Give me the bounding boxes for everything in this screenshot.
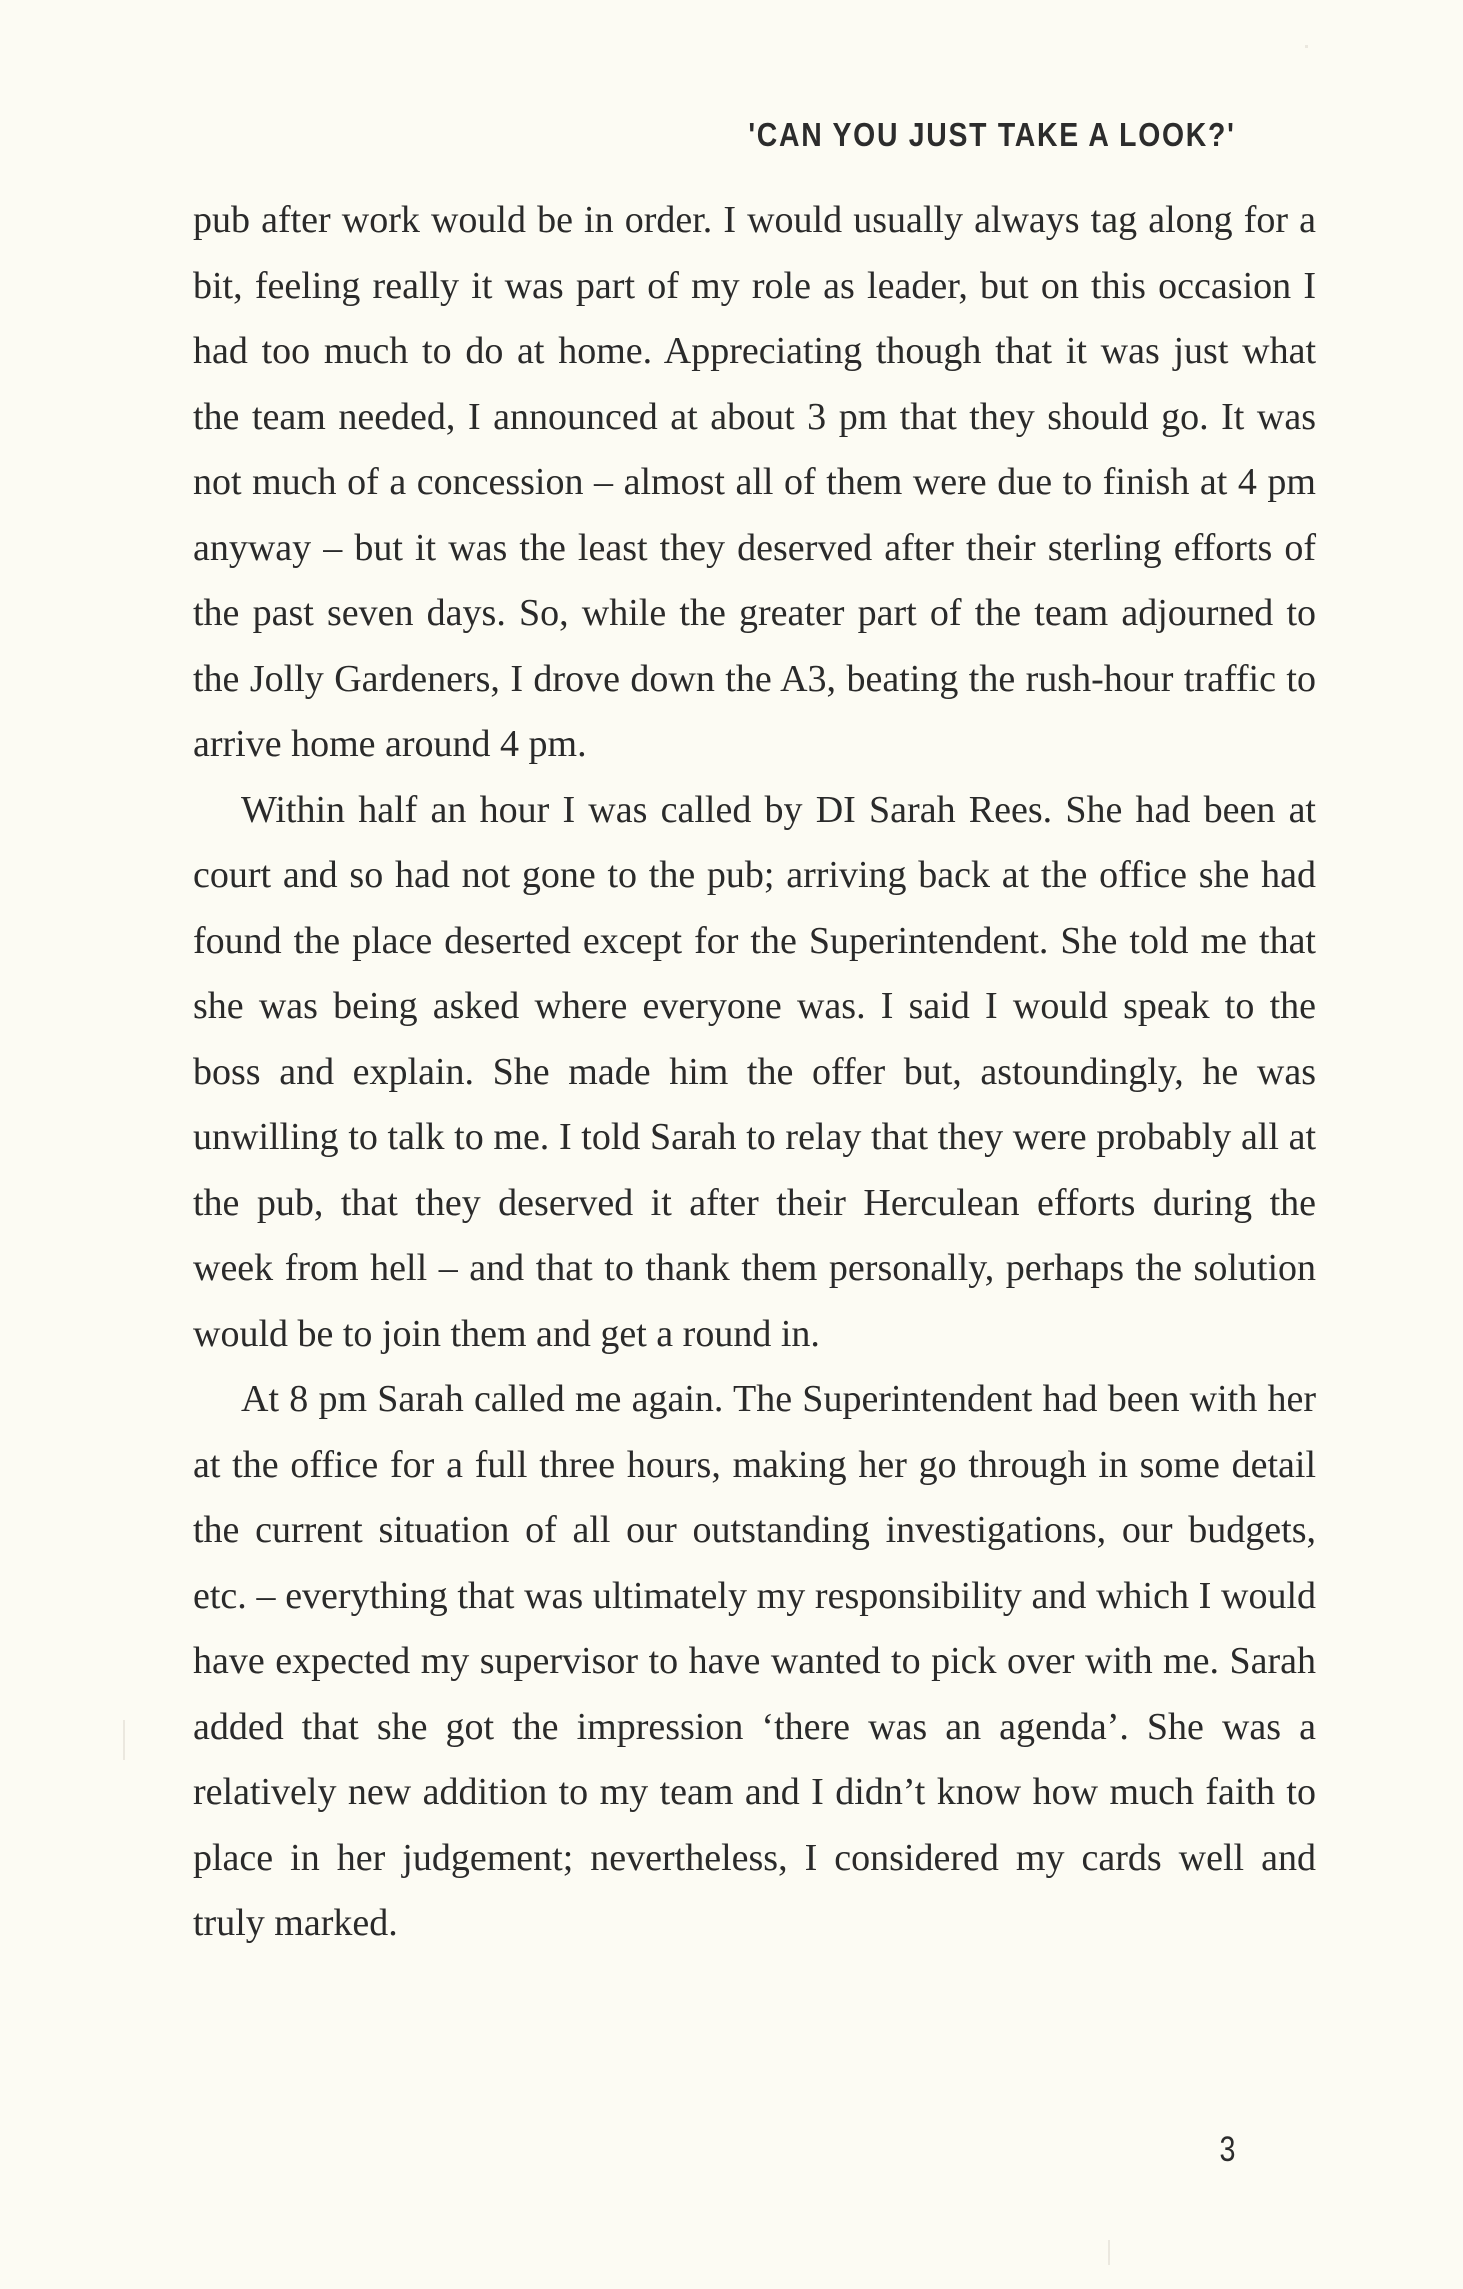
- running-head: 'CAN YOU JUST TAKE A LOOK?': [748, 116, 1236, 153]
- paragraph-1: pub after work would be in order. I would usually always tag along for a bit, feeling really it was part of my role as leader, but on this occasion I had too much to do at home. Appreciating though that it was just what the team needed, I announced at about 3 pm that they should go. It was not much of a concession – almost all of them were due to finish at 4 pm anyway – but it was the least they deserved after their sterling efforts of the past seven days. So, while the greater part of the team adjourned to the Jolly Gardeners, I drove down the A3, beating the rush-hour traffic to arrive home around 4 pm.: [193, 199, 1316, 765]
- scan-speck: [1305, 45, 1308, 48]
- body-text: [193, 188, 1316, 1957]
- paragraph-2: Within half an hour I was called by DI Sarah Rees. She had been at court and so had not gone to the pub; arriving back at the office she had found the place deserted except for the Superintendent. She told me that she was being asked where everyone was. I said I would speak to the boss and explain. She made him the offer but, astoundingly, he was unwilling to talk to me. I told Sarah to relay that they were probably all at the pub, that they deserved it after their Herculean efforts during the week from hell – and that to thank them personally, perhaps the solution would be to join them and get a round in.: [193, 788, 1316, 1355]
- paragraph-3: At 8 pm Sarah called me again. The Superintendent had been with her at the office for a full three hours, making her go through in some detail the current situation of all our outstanding investigations, our budgets, etc. – everything that was ultimately my responsibility and which I would have expected my supervisor to have wanted to pick over with me. Sarah added that she got the impression ‘there was an agenda’. She was a relatively new addition to my team and I didn’t know how much faith to place in her judgement; nevertheless, I considered my cards well and truly marked.: [193, 1378, 1316, 1944]
- page-number: 3: [1219, 2130, 1235, 2169]
- scan-speck: [1108, 2240, 1110, 2265]
- scan-speck: [123, 1720, 125, 1760]
